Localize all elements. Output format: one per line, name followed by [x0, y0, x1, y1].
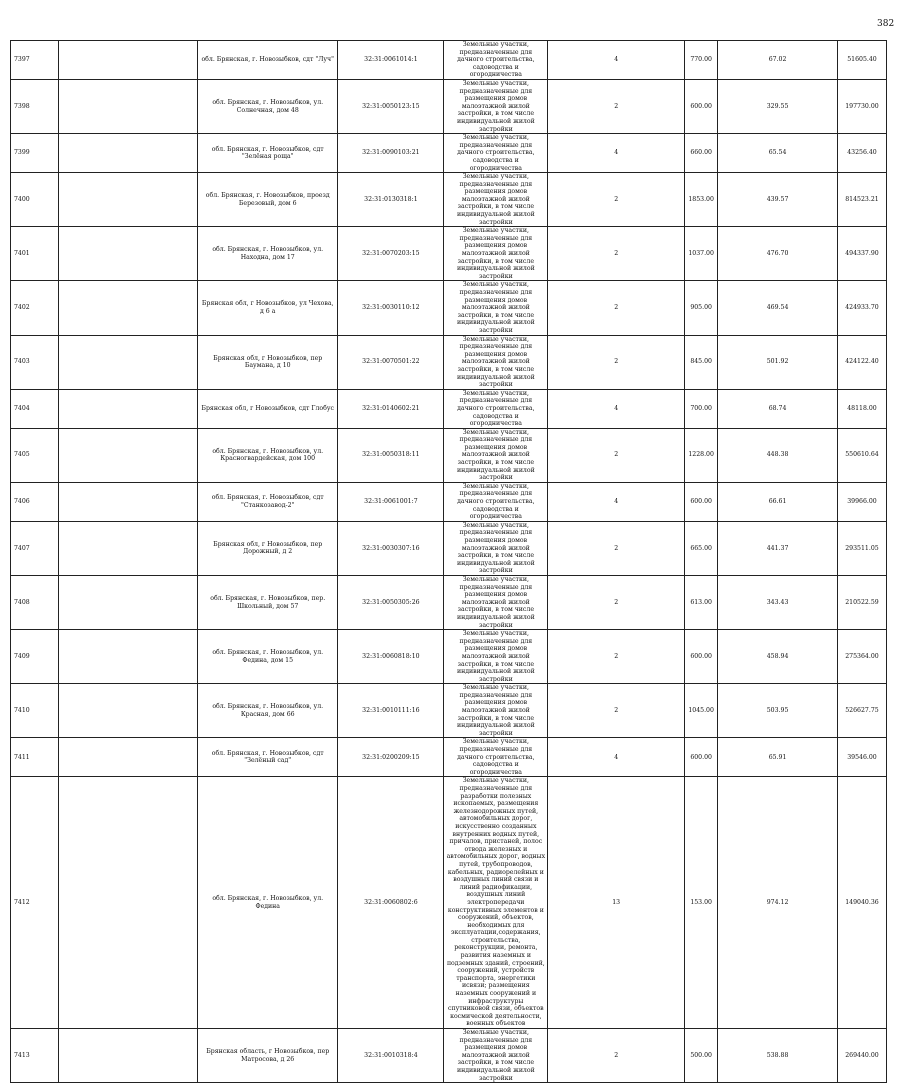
- table-row: [11, 684, 887, 738]
- cadastral-number-cell: 32:31:0061001:7: [338, 482, 444, 521]
- land-use-cell: Земельные участки, предназначенные для дачного строительства, садоводства и огородничества: [444, 482, 548, 521]
- rate-cell: 448.38: [718, 428, 838, 482]
- table-row: [11, 173, 887, 227]
- category-cell: 4: [548, 738, 685, 777]
- area-cell: 660.00: [685, 134, 718, 173]
- area-cell: 665.00: [685, 521, 718, 575]
- area-cell: 500.00: [685, 1029, 718, 1083]
- spacer-cell: [58, 1029, 197, 1083]
- table-row: [11, 630, 887, 684]
- cadastral-value-table: [10, 40, 887, 1083]
- spacer-cell: [58, 684, 197, 738]
- rate-cell: 65.54: [718, 134, 838, 173]
- area-cell: 153.00: [685, 777, 718, 1029]
- category-cell: 2: [548, 173, 685, 227]
- table-row: [11, 134, 887, 173]
- row-number-cell: 7397: [11, 41, 59, 80]
- table-row: [11, 79, 887, 133]
- value-cell: 550610.64: [837, 428, 886, 482]
- rate-cell: 68.74: [718, 389, 838, 428]
- land-use-cell: Земельные участки, предназначенные для размещения домов малоэтажной жилой застройки, в том числе индивидуальной жилой застройки: [444, 281, 548, 335]
- category-cell: 4: [548, 389, 685, 428]
- row-number-cell: 7408: [11, 575, 59, 629]
- land-use-cell: Земельные участки, предназначенные для дачного строительства, садоводства и огородничества: [444, 41, 548, 80]
- spacer-cell: [58, 335, 197, 389]
- land-use-cell: Земельные участки, предназначенные для разработки полезных ископаемых, размещения железнодорожных путей, автомобильных дорог, искусственно созданных внутренних водных путей, причалов, пристаней, полос отвода железных и автомобильных дорог, водных путей, трубопроводов, кабельных, радиорелейных и воздушных линий связи и линий радиофикации, воздушных линий электропередачи конструктивных элементов и сооружений, объектов, необходимых для эксплуатации,содержания, строительства, реконструкции, ремонта, развития наземных и подземных зданий, строений, сооружений, устройств транспорта, энергетики исвязи; размещения наземных сооружений и инфраструктуры спутниковой связи, объектов космической деятельности, военных объектов: [444, 777, 548, 1029]
- category-cell: 2: [548, 428, 685, 482]
- area-cell: 600.00: [685, 79, 718, 133]
- rate-cell: 65.91: [718, 738, 838, 777]
- land-use-cell: Земельные участки, предназначенные для размещения домов малоэтажной жилой застройки, в том числе индивидуальной жилой застройки: [444, 335, 548, 389]
- address-cell: обл. Брянская, г. Новозыбков, ул. Федина: [198, 777, 338, 1029]
- spacer-cell: [58, 41, 197, 80]
- category-cell: 4: [548, 482, 685, 521]
- value-cell: 424933.70: [837, 281, 886, 335]
- table-row: [11, 482, 887, 521]
- address-cell: Брянская обл, г Новозыбков, ул Чехова, д 6 а: [198, 281, 338, 335]
- land-use-cell: Земельные участки, предназначенные для размещения домов малоэтажной жилой застройки, в том числе индивидуальной жилой застройки: [444, 684, 548, 738]
- cadastral-number-cell: 32:31:0030110:12: [338, 281, 444, 335]
- rate-cell: 501.92: [718, 335, 838, 389]
- cadastral-number-cell: 32:31:0070501:22: [338, 335, 444, 389]
- address-cell: Брянская область, г Новозыбков, пер Матросова, д 26: [198, 1029, 338, 1083]
- rate-cell: 441.37: [718, 521, 838, 575]
- row-number-cell: 7407: [11, 521, 59, 575]
- cadastral-number-cell: 32:31:0030307:16: [338, 521, 444, 575]
- address-cell: обл. Брянская, г. Новозыбков, ул. Солнечная, дом 48: [198, 79, 338, 133]
- row-number-cell: 7402: [11, 281, 59, 335]
- table-row: [11, 389, 887, 428]
- row-number-cell: 7410: [11, 684, 59, 738]
- area-cell: 600.00: [685, 630, 718, 684]
- value-cell: 275364.00: [837, 630, 886, 684]
- row-number-cell: 7401: [11, 227, 59, 281]
- value-cell: 149040.36: [837, 777, 886, 1029]
- row-number-cell: 7411: [11, 738, 59, 777]
- spacer-cell: [58, 79, 197, 133]
- address-cell: обл. Брянская, г. Новозыбков, сдт "Зелёная роща": [198, 134, 338, 173]
- spacer-cell: [58, 482, 197, 521]
- land-use-cell: Земельные участки, предназначенные для размещения домов малоэтажной жилой застройки, в том числе индивидуальной жилой застройки: [444, 521, 548, 575]
- area-cell: 1045.00: [685, 684, 718, 738]
- value-cell: 210522.59: [837, 575, 886, 629]
- table-row: [11, 335, 887, 389]
- spacer-cell: [58, 281, 197, 335]
- value-cell: 39546.00: [837, 738, 886, 777]
- address-cell: обл. Брянская, г. Новозыбков, ул. Находна, дом 17: [198, 227, 338, 281]
- cadastral-number-cell: 32:31:0060802:6: [338, 777, 444, 1029]
- address-cell: обл. Брянская, г. Новозыбков, ул. Федина, дом 15: [198, 630, 338, 684]
- cadastral-number-cell: 32:31:0070203:15: [338, 227, 444, 281]
- cadastral-number-cell: 32:31:0010318:4: [338, 1029, 444, 1083]
- spacer-cell: [58, 777, 197, 1029]
- row-number-cell: 7398: [11, 79, 59, 133]
- value-cell: 269440.00: [837, 1029, 886, 1083]
- area-cell: 770.00: [685, 41, 718, 80]
- row-number-cell: 7405: [11, 428, 59, 482]
- row-number-cell: 7406: [11, 482, 59, 521]
- category-cell: 2: [548, 521, 685, 575]
- row-number-cell: 7400: [11, 173, 59, 227]
- address-cell: Брянская обл, г Новозыбков, сдт Глобус: [198, 389, 338, 428]
- category-cell: 2: [548, 1029, 685, 1083]
- table-row: [11, 777, 887, 1029]
- cadastral-number-cell: 32:31:0090103:21: [338, 134, 444, 173]
- spacer-cell: [58, 521, 197, 575]
- table-row: [11, 41, 887, 80]
- area-cell: 613.00: [685, 575, 718, 629]
- address-cell: обл. Брянская, г. Новозыбков, ул. Красногвардейская, дом 100: [198, 428, 338, 482]
- table-row: [11, 521, 887, 575]
- row-number-cell: 7409: [11, 630, 59, 684]
- land-use-cell: Земельные участки, предназначенные для размещения домов малоэтажной жилой застройки, в том числе индивидуальной жилой застройки: [444, 227, 548, 281]
- value-cell: 424122.40: [837, 335, 886, 389]
- spacer-cell: [58, 428, 197, 482]
- rate-cell: 329.55: [718, 79, 838, 133]
- spacer-cell: [58, 738, 197, 777]
- spacer-cell: [58, 630, 197, 684]
- rate-cell: 66.61: [718, 482, 838, 521]
- land-use-cell: Земельные участки, предназначенные для дачного строительства, садоводства и огородничества: [444, 738, 548, 777]
- value-cell: 39966.00: [837, 482, 886, 521]
- land-use-cell: Земельные участки, предназначенные для размещения домов малоэтажной жилой застройки, в том числе индивидуальной жилой застройки: [444, 575, 548, 629]
- value-cell: 494337.90: [837, 227, 886, 281]
- address-cell: Брянская обл, г Новозыбков, пер Баумана, д 10: [198, 335, 338, 389]
- category-cell: 2: [548, 79, 685, 133]
- area-cell: 845.00: [685, 335, 718, 389]
- cadastral-number-cell: 32:31:0140602:21: [338, 389, 444, 428]
- table-row: [11, 1029, 887, 1083]
- rate-cell: 67.02: [718, 41, 838, 80]
- rate-cell: 476.70: [718, 227, 838, 281]
- value-cell: 526627.75: [837, 684, 886, 738]
- category-cell: 4: [548, 41, 685, 80]
- rate-cell: 503.95: [718, 684, 838, 738]
- table-row: [11, 575, 887, 629]
- rate-cell: 458.94: [718, 630, 838, 684]
- address-cell: обл. Брянская, г. Новозыбков, ул. Красная, дом 66: [198, 684, 338, 738]
- rate-cell: 439.57: [718, 173, 838, 227]
- spacer-cell: [58, 173, 197, 227]
- area-cell: 1853.00: [685, 173, 718, 227]
- rate-cell: 469.54: [718, 281, 838, 335]
- area-cell: 600.00: [685, 738, 718, 777]
- value-cell: 293511.05: [837, 521, 886, 575]
- table-row: [11, 281, 887, 335]
- land-use-cell: Земельные участки, предназначенные для дачного строительства, садоводства и огородничества: [444, 389, 548, 428]
- value-cell: 51605.40: [837, 41, 886, 80]
- table-row: [11, 428, 887, 482]
- cadastral-number-cell: 32:31:0050305:26: [338, 575, 444, 629]
- land-use-cell: Земельные участки, предназначенные для размещения домов малоэтажной жилой застройки, в том числе индивидуальной жилой застройки: [444, 630, 548, 684]
- spacer-cell: [58, 389, 197, 428]
- table-row: [11, 227, 887, 281]
- area-cell: 1228.00: [685, 428, 718, 482]
- value-cell: 48118.00: [837, 389, 886, 428]
- table-row: [11, 738, 887, 777]
- category-cell: 2: [548, 335, 685, 389]
- category-cell: 2: [548, 630, 685, 684]
- value-cell: 197730.00: [837, 79, 886, 133]
- category-cell: 4: [548, 134, 685, 173]
- rate-cell: 538.88: [718, 1029, 838, 1083]
- rate-cell: 974.12: [718, 777, 838, 1029]
- page-number: 382: [877, 19, 895, 29]
- cadastral-number-cell: 32:31:0061014:1: [338, 41, 444, 80]
- cadastral-number-cell: 32:31:0200209:15: [338, 738, 444, 777]
- address-cell: обл. Брянская, г. Новозыбков, сдт "Станкозавод-2": [198, 482, 338, 521]
- area-cell: 700.00: [685, 389, 718, 428]
- row-number-cell: 7404: [11, 389, 59, 428]
- spacer-cell: [58, 227, 197, 281]
- value-cell: 814523.21: [837, 173, 886, 227]
- cadastral-number-cell: 32:31:0060818:10: [338, 630, 444, 684]
- address-cell: обл. Брянская, г. Новозыбков, проезд Березовый, дом 6: [198, 173, 338, 227]
- land-use-cell: Земельные участки, предназначенные для размещения домов малоэтажной жилой застройки, в том числе индивидуальной жилой застройки: [444, 1029, 548, 1083]
- cadastral-number-cell: 32:31:0050123:15: [338, 79, 444, 133]
- address-cell: Брянская обл, г Новозыбков, пер Дорожный, д 2: [198, 521, 338, 575]
- area-cell: 600.00: [685, 482, 718, 521]
- category-cell: 2: [548, 575, 685, 629]
- area-cell: 905.00: [685, 281, 718, 335]
- row-number-cell: 7412: [11, 777, 59, 1029]
- land-use-cell: Земельные участки, предназначенные для дачного строительства, садоводства и огородничества: [444, 134, 548, 173]
- cadastral-number-cell: 32:31:0130318:1: [338, 173, 444, 227]
- category-cell: 2: [548, 684, 685, 738]
- cadastral-number-cell: 32:31:0050318:11: [338, 428, 444, 482]
- category-cell: 13: [548, 777, 685, 1029]
- row-number-cell: 7399: [11, 134, 59, 173]
- cadastral-number-cell: 32:31:0010111:16: [338, 684, 444, 738]
- spacer-cell: [58, 575, 197, 629]
- row-number-cell: 7413: [11, 1029, 59, 1083]
- address-cell: обл. Брянская, г. Новозыбков, пер. Школьный, дом 57: [198, 575, 338, 629]
- land-use-cell: Земельные участки, предназначенные для размещения домов малоэтажной жилой застройки, в том числе индивидуальной жилой застройки: [444, 428, 548, 482]
- land-use-cell: Земельные участки, предназначенные для размещения домов малоэтажной жилой застройки, в том числе индивидуальной жилой застройки: [444, 173, 548, 227]
- category-cell: 2: [548, 227, 685, 281]
- row-number-cell: 7403: [11, 335, 59, 389]
- address-cell: обл. Брянская, г. Новозыбков, сдт "Зелёный сад": [198, 738, 338, 777]
- rate-cell: 343.43: [718, 575, 838, 629]
- category-cell: 2: [548, 281, 685, 335]
- value-cell: 43256.40: [837, 134, 886, 173]
- address-cell: обл. Брянская, г. Новозыбков, сдт "Луч": [198, 41, 338, 80]
- area-cell: 1037.00: [685, 227, 718, 281]
- spacer-cell: [58, 134, 197, 173]
- land-use-cell: Земельные участки, предназначенные для размещения домов малоэтажной жилой застройки, в том числе индивидуальной жилой застройки: [444, 79, 548, 133]
